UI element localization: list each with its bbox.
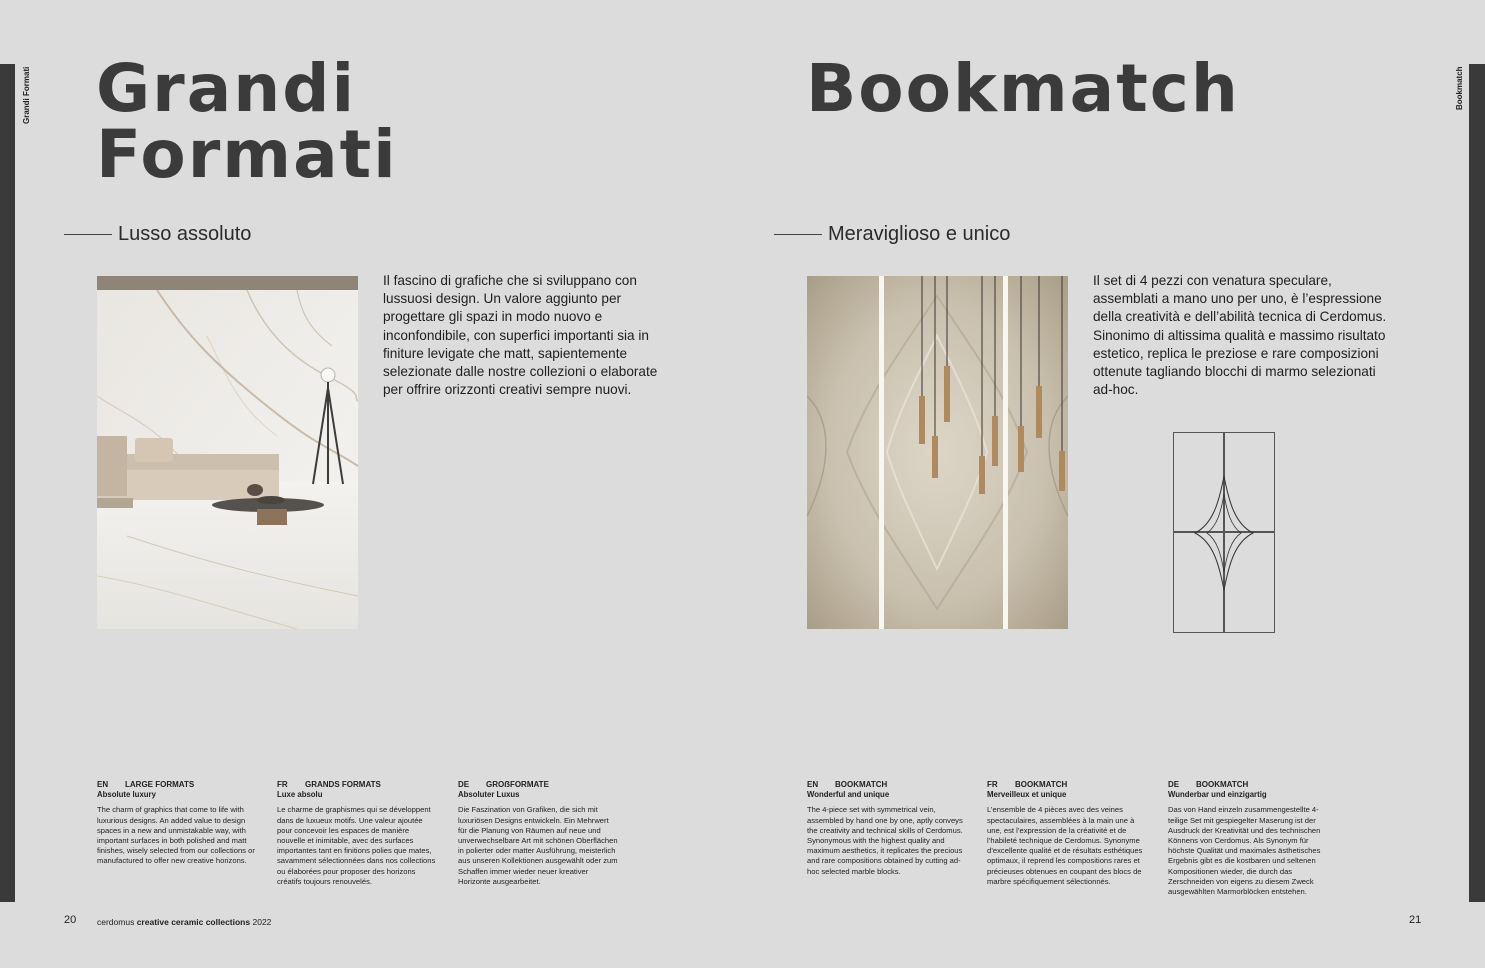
language-code: DE: [1168, 780, 1180, 789]
left-subtitle: [64, 223, 251, 246]
left-edge-bar: [0, 64, 15, 902]
right-side-label: Bookmatch: [1455, 66, 1464, 110]
translation-subtitle: Absoluter Luxus: [458, 790, 520, 800]
title-line-1: Grandi: [96, 50, 357, 127]
left-side-label: Grandi Formati: [22, 66, 31, 124]
translation-heading: [1168, 780, 1328, 790]
subtitle-rule: [64, 234, 112, 236]
translation-title: BOOKMATCH: [835, 780, 888, 789]
translation-heading: [807, 780, 967, 790]
left-body-text: Il fascino di grafiche che si sviluppano con lussuosi design. Un valore aggiunto per progettare gli spazi in modo nuovo e inconfondibile, con superfici importanti sia in finiture levigate che matt, sapientemente selezionate dalle nostre collezioni o elaborate per offrire orizzonti creativi sempre nuovi.: [383, 273, 658, 398]
translation-subtitle: Luxe absolu: [277, 790, 323, 800]
right-subtitle: [774, 223, 1010, 246]
bookmatch-tile-diagram: [1173, 432, 1275, 633]
translation-fr-left: [277, 780, 437, 887]
translation-en-right: [807, 780, 967, 877]
translation-title: GRANDS FORMATS: [305, 780, 381, 789]
translation-title: LARGE FORMATS: [125, 780, 195, 789]
language-code: FR: [987, 780, 998, 789]
page-number-right: 21: [1409, 914, 1422, 926]
language-code: DE: [458, 780, 470, 789]
translation-subtitle: Absolute luxury: [97, 790, 156, 800]
translation-heading: [987, 780, 1147, 790]
left-subtitle-text: Lusso assoluto: [118, 223, 252, 245]
right-page-title: Bookmatch: [806, 50, 1240, 127]
translation-text: The charm of graphics that come to life with luxurious designs. An added value to design spaces in a new and unmistakable way, with important surfaces in both polished and matt finishes, wisely selected from our collections or manufactured to offer new creative horizons.: [97, 805, 255, 866]
living-room-photo: [97, 276, 358, 629]
right-subtitle-text: Meraviglioso e unico: [828, 223, 1011, 245]
translation-heading: [458, 780, 618, 790]
translation-text: Das von Hand einzeln zusammengestellte 4-teilige Set mit gespiegelter Maserung ist der Ausdruck der Kreativität und des technischen Könnens von Cerdomus. Als Synonym für höchste Qualität und maximales ästhetisches Ergebnis gibt es die kostbaren und seltenen Kompositionen wieder, die durch das Zerschneiden von eigens zu diesem Zweck ausgewählten Marmorblöcken entstehen.: [1168, 805, 1321, 897]
translation-text: L’ensemble de 4 pièces avec des veines spectaculaires, assemblées à la main une à une, est l’expression de la créativité et de l’habileté technique de Cerdomus. Synonyme d’excellente qualité et de résultats esthétiques optimaux, il reprend les compositions rares et précieuses obtenues en coupant des blocs de marbre spécifiquement sélectionnés.: [987, 805, 1143, 886]
translation-fr-right: [987, 780, 1147, 887]
bookmatch-illustration: [807, 276, 1068, 629]
language-code: FR: [277, 780, 288, 789]
translation-en-left: [97, 780, 257, 867]
translation-text: Die Faszination von Grafiken, die sich mit luxuriösen Designs entwickeln. Ein Mehrwert für die Planung von Räumen auf neue und unverwechselbare Art mit schönen Oberflächen in polierter oder matter Ausführung, meisterlich aus unseren Kollektionen ausgewählt oder zum Schaffen immer wieder neuer kreativer Horizonte ausgearbeitet.: [458, 805, 618, 886]
right-edge-bar: [1469, 64, 1485, 902]
translation-subtitle: Wunderbar und einzigartig: [1168, 790, 1267, 800]
language-code: EN: [807, 780, 819, 789]
translation-subtitle: Wonderful and unique: [807, 790, 890, 800]
left-page-title: [96, 50, 398, 193]
subtitle-rule: [774, 234, 822, 236]
title-line-2: Formati: [96, 116, 398, 193]
translation-text: Le charme de graphismes qui se développent dans de luxueux motifs. Une valeur ajoutée pour concevoir les espaces de manière nouvelle et inimitable, avec des surfaces importantes tant en finitions polies que mates, savamment sélectionnées dans nos collections ou élaborées pour proposer des horizons créatifs toujours renouvelés.: [277, 805, 436, 886]
translation-de-right: [1168, 780, 1328, 897]
translation-heading: [97, 780, 257, 790]
page-number-left: 20: [64, 914, 77, 926]
translation-de-left: [458, 780, 618, 887]
translation-title: GROẞFORMATE: [486, 780, 549, 789]
footer-brand: cerdomus: [97, 917, 135, 927]
language-code: EN: [97, 780, 109, 789]
footer-collection: creative ceramic collections: [136, 917, 251, 927]
bookmatch-wall-photo: [807, 276, 1068, 629]
translation-subtitle: Merveilleux et unique: [987, 790, 1067, 800]
living-room-illustration: [97, 276, 358, 629]
translation-title: BOOKMATCH: [1196, 780, 1249, 789]
footer-credit: [97, 917, 271, 927]
right-body-text: Il set di 4 pezzi con venatura speculare, assemblati a mano uno per uno, è l’espressione della creatività e dell’abilità tecnica di Cerdomus. Sinonimo di altissima qualità e massimo risultato estetico, replica le preziose e rare composizioni ottenute tagliando blocchi di marmo selezionati ad-hoc.: [1093, 273, 1387, 398]
bookmatch-diagram: [1173, 432, 1275, 633]
translation-text: The 4-piece set with symmetrical vein, assembled by hand one by one, aptly conveys the creativity and technical skills of Cerdomus. Synonymous with the highest quality and maximum aesthetics, it replicates the precious and rare compositions obtained by cutting ad-hoc selected marble blocks.: [807, 805, 963, 876]
translation-title: BOOKMATCH: [1015, 780, 1068, 789]
footer-year: 2022: [252, 917, 272, 927]
translation-heading: [277, 780, 437, 790]
